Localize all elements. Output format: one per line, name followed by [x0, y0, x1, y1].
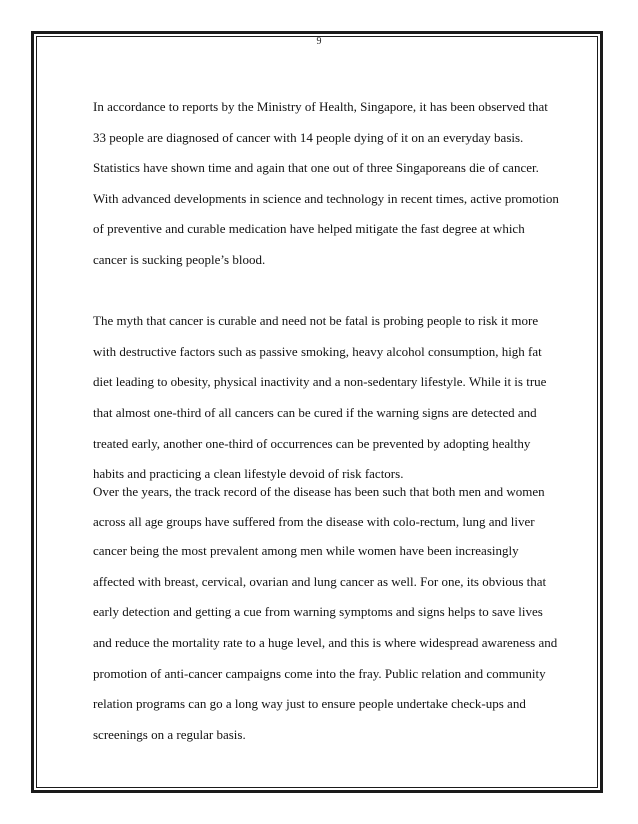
- text-line: cancer being the most prevalent among men while women have been increasingly: [93, 543, 519, 559]
- text-line: habits and practicing a clean lifestyle devoid of risk factors.: [93, 466, 404, 482]
- text-line: of preventive and curable medication have helped mitigate the fast degree at which: [93, 221, 525, 237]
- text-line: With advanced developments in science and technology in recent times, active promotion: [93, 190, 559, 206]
- text-line: early detection and getting a cue from warning symptoms and signs helps to save lives: [93, 604, 543, 620]
- text-line: Statistics have shown time and again that one out of three Singaporeans die of cancer.: [93, 160, 539, 176]
- text-line: cancer is sucking people’s blood.: [93, 251, 266, 267]
- paragraph-gap: [93, 276, 558, 307]
- text-line: 33 people are diagnosed of cancer with 14 people dying of it on an everyday basis.: [93, 129, 524, 145]
- text-line: affected with breast, cervical, ovarian and lung cancer as well. For one, its obvious that: [93, 573, 547, 589]
- text-line: Over the years, the track record of the disease has been such that both men and women: [93, 484, 545, 500]
- text-line: The myth that cancer is curable and need not be fatal is probing people to risk it more: [93, 313, 539, 329]
- text-line: that almost one-third of all cancers can be cured if the warning signs are detected and: [93, 404, 537, 420]
- paragraph-3: [93, 481, 558, 750]
- text-line: In accordance to reports by the Ministry of Health, Singapore, it has been observed that: [93, 99, 548, 114]
- text-line: promotion of anti-cancer campaigns come into the fray. Public relation and community: [93, 665, 546, 681]
- text-line: diet leading to obesity, physical inactivity and a non-sedentary lifestyle. While it is true: [93, 374, 547, 390]
- text-line: relation programs can go a long way just to ensure people undertake check-ups and: [93, 696, 526, 712]
- text-line: across all age groups have suffered from the disease with colo-rectum, lung and liver: [93, 514, 535, 530]
- text-line: screenings on a regular basis.: [93, 726, 246, 742]
- text-line: and reduce the mortality rate to a huge level, and this is where widespread awareness and: [93, 634, 558, 650]
- page-number: 9: [316, 36, 322, 47]
- text-line: treated early, another one-third of occurrences can be prevented by adopting healthy: [93, 435, 531, 451]
- paragraph-1: [93, 92, 558, 276]
- document-body: [93, 92, 558, 750]
- text-line: with destructive factors such as passive smoking, heavy alcohol consumption, high fat: [93, 343, 542, 359]
- paragraph-2: [93, 306, 558, 481]
